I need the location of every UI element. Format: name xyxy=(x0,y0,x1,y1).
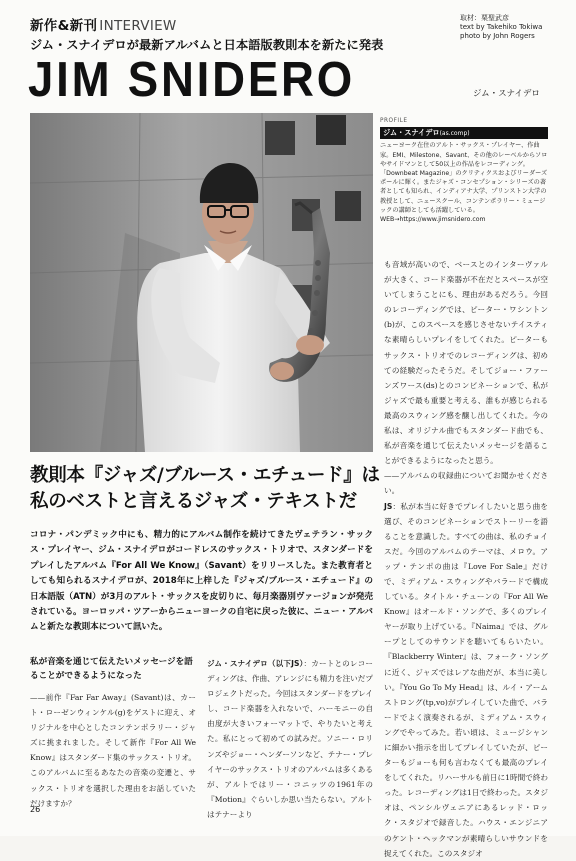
body-column-1-text: ——前作『Far Far Away』(Savant)は、カート・ローゼンウィンケル(g)をゲストに迎え、オリジナルを中心としたコンテンポラリー・ジャズに挑まれました。そして新作『For All We Know』はスタンダード集のサックス・トリオ。このアルバムに至るあなたの音楽の変遷と、サックス・トリオを選択した理由をお話していただけますか？ xyxy=(30,693,196,808)
subheading-line-1: 教則本『ジャズ/ブルース・エチュード』は xyxy=(30,465,380,486)
credits xyxy=(460,14,550,42)
body-column-3 xyxy=(384,257,548,858)
section-label xyxy=(30,14,177,34)
profile-web: WEB→https://www.jimsnidero.com xyxy=(380,216,486,224)
body-column-1 xyxy=(30,690,196,808)
profile-name-bar xyxy=(380,127,548,139)
artist-photo-illustration xyxy=(30,113,373,452)
profile-body: ニューヨーク在住のアルト・サックス・プレイヤー、作曲家。EMI、Milestone、Savant、その他のレーベルからソロやサイドマンとして50以上の作品をレコーディング。「Downbeat Magazine」のクリティクスおよびリーダーズポールに輝く。またジャズ・コンセプション・シリーズの著者としても知られ、インディアナ大学、プリンストン大学の教授として、ニュースクール、コンテンポラリー・ミュージックの講師としても活躍している。 xyxy=(380,142,548,214)
section-label-en: INTERVIEW xyxy=(99,18,177,34)
profile-name-note: (as.comp) xyxy=(439,130,470,138)
body-column-2-text xyxy=(207,656,373,822)
body-column-2-answer: ：カートとのレコーディングは、作曲、アレンジにも精力を注いだプロジェクトだった。今回はスタンダードをプレイし、コード楽器を入れないで、ハーモニーの自由度が大きいフォーマットで、やりたいと考えた。私にとって初めての試みだ。ソニー・ロリンズやジョー・ヘンダーソンなど、テナー・プレイヤーのサックス・トリオのアルバムは多くあるが、アルトではリー・コニッツの1961年の『Motion』ぐらいしか思い当たらない。アルトはテナーより xyxy=(207,659,373,819)
profile-label: PROFILE xyxy=(380,118,408,124)
profile-box xyxy=(380,117,548,224)
credit-photo: photo by John Rogers xyxy=(460,32,535,41)
article-headline: ジム・スナイデロが最新アルバムと日本語版教則本を新たに発表 xyxy=(30,38,384,52)
subheading xyxy=(30,463,380,515)
artist-photo xyxy=(30,113,373,452)
body-column-3-text-c xyxy=(384,499,548,861)
speaker-label-js: JS xyxy=(384,501,393,511)
credit-interview: 取材：栗聖武彦 xyxy=(460,14,509,22)
page-number: 26 xyxy=(30,805,41,814)
speaker-label: ジム・スナイデロ（以下JS） xyxy=(207,659,304,668)
body-column-3-text-a: も音域が高いので、ベースとのインターヴァルが大きく、コード楽器が不在だとスペースが空いてしまうことにも、理由があるだろう。今回のレコーディングでは、ピーター・ワシントン(b)が、このスペースを感じさせないテイスティな素晴らしいプレイをしてくれた。ピーターもサックス・トリオでのレコーディングは、初めての経験だったそうだ。そしてジョー・ファーンズワース(ds)とのコンビネーションで、私がジャズで最も重要と考える、誰もが感じられる最高のスウィング感を醸し出してくれた。今の私は、オリジナル曲でもスタンダード曲でも、私が音楽を通じて伝えたいメッセージを語ることができるようになったと思う。 xyxy=(384,260,548,466)
artist-name-jp: ジム・スナイデロ xyxy=(473,89,540,99)
body-column-3-answer: ：私が本当に好きでプレイしたいと思う曲を選び、そのコンビネーションでストーリーを語ることを意識した。すべての曲は、私のチョイスだ。今回のアルバムのテーマは、メロウ。アップ・テンポの曲は『Love For Sale』だけで、ミディアム・スウィングやバラードで構成している。タイトル・チューンの『For All We Know』はオールド・ソングで、多くのプレイヤーが取り上げている。『Naima』では、グループとしてのサウンドを聴いてもらいたい。『Blackberry Winter』は、フォーク・ソングに近く、ジャズではレアな曲だが、本当に美しい。『You Go To My Head』は、ルイ・アームストロング(tp,vo)がプレイしていた曲で、バラードでよく演奏されるが、ミディアム・スウィングでやってみた。若い頃は、ミュージシャンに細かい指示を出してプレイしていたが、ピーターもジョーも何も言わなくても最高のプレイをしてくれた。リハーサルも前日に1時間で終わった。レコーディングは1日で終わった。スタジオは、ペンシルヴェニアにあるレッド・ロック・スタジオで録音した。ハウス・エンジニアのケント・ヘックマンが素晴らしいサウンドを捉えてくれた。このスタジオ xyxy=(384,501,548,858)
subheading-line-2: 私のベストと言えるジャズ・テキストだ xyxy=(30,491,357,512)
body-column-2 xyxy=(207,656,373,819)
artist-name-title: JIM SNIDERO xyxy=(28,53,355,107)
section-label-jp: 新作&新刊 xyxy=(30,18,98,34)
lead-paragraph: コロナ・パンデミック中にも、精力的にアルバム制作を続けてきたヴェテラン・サックス・プレイヤー、ジム・スナイデロがコードレスのサックス・トリオで、スタンダードをプレイしたアルバム『For All We Know』（Savant）をリリースした。また教育者としても知られるスナイデロが、2018年に上梓した『ジャズ/ブルース・エチュード』の日本語版（ATN）が3月のアルト・サックスを皮切りに、毎月楽器別ヴァージョンが発売されている。ヨーロッパ・ツアーからニューヨークの自宅に戻った彼に、ニュー・アルバムと新たな教則本について訊いた。 xyxy=(30,530,373,633)
credit-text: text by Takehiko Tokiwa xyxy=(460,23,543,32)
profile-name: ジム・スナイデロ xyxy=(383,128,440,138)
question-heading: 私が音楽を通じて伝えたいメッセージを語ることができるようになった xyxy=(30,657,193,681)
body-column-3-question: ——アルバムの収録曲についてお聞かせください。 xyxy=(384,471,548,496)
